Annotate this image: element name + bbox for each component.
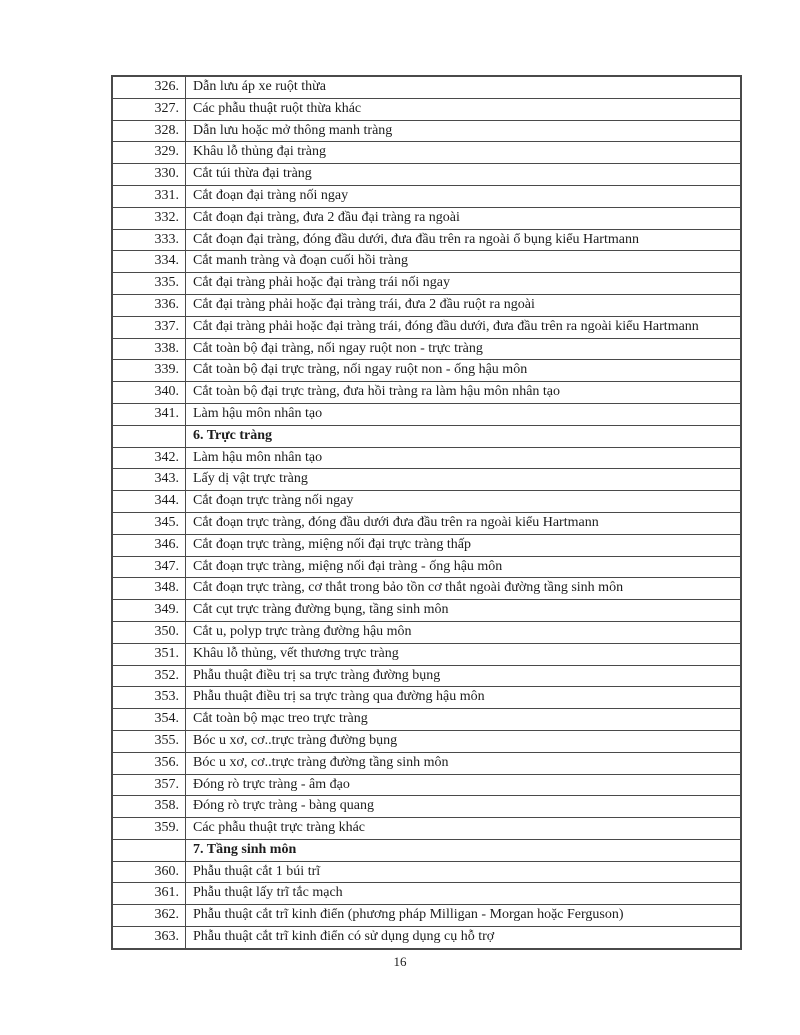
table-row xyxy=(112,229,741,251)
table-row xyxy=(112,665,741,687)
section-header-label: 6. Trực tràng xyxy=(186,425,742,447)
row-number: 339. xyxy=(112,360,186,382)
section-header-label: 7. Tầng sinh môn xyxy=(186,839,742,861)
row-number: 335. xyxy=(112,273,186,295)
procedure-name: Lấy dị vật trực tràng xyxy=(186,469,742,491)
table-row xyxy=(112,818,741,840)
procedure-name: Cắt đại tràng phải hoặc đại tràng trái, đóng đầu dưới, đưa đầu trên ra ngoài kiểu Hartmann xyxy=(186,316,742,338)
procedure-name: Cắt đoạn trực tràng nối ngay xyxy=(186,491,742,513)
procedure-name: Cắt manh tràng và đoạn cuối hồi tràng xyxy=(186,251,742,273)
row-number: 361. xyxy=(112,883,186,905)
row-number: 334. xyxy=(112,251,186,273)
table-row xyxy=(112,883,741,905)
row-number: 348. xyxy=(112,578,186,600)
table-row xyxy=(112,447,741,469)
procedure-name: Phẫu thuật lấy trĩ tắc mạch xyxy=(186,883,742,905)
row-number: 359. xyxy=(112,818,186,840)
table-row xyxy=(112,207,741,229)
table-row xyxy=(112,796,741,818)
row-number: 356. xyxy=(112,752,186,774)
row-number: 338. xyxy=(112,338,186,360)
row-number: 360. xyxy=(112,861,186,883)
procedure-name: Các phẫu thuật trực tràng khác xyxy=(186,818,742,840)
table-row xyxy=(112,578,741,600)
procedure-name: Các phẫu thuật ruột thừa khác xyxy=(186,98,742,120)
procedure-name: Cắt toàn bộ đại tràng, nối ngay ruột non - trực tràng xyxy=(186,338,742,360)
row-number: 351. xyxy=(112,643,186,665)
table-row xyxy=(112,338,741,360)
procedure-name: Cắt u, polyp trực tràng đường hậu môn xyxy=(186,621,742,643)
row-number: 363. xyxy=(112,927,186,949)
row-number: 347. xyxy=(112,556,186,578)
procedure-name: Cắt đoạn đại tràng, đưa 2 đầu đại tràng ra ngoài xyxy=(186,207,742,229)
table-row xyxy=(112,621,741,643)
table-row xyxy=(112,752,741,774)
row-number: 362. xyxy=(112,905,186,927)
procedure-name: Đóng rò trực tràng - âm đạo xyxy=(186,774,742,796)
table-row xyxy=(112,730,741,752)
procedure-name: Phẫu thuật cắt 1 búi trĩ xyxy=(186,861,742,883)
table-row xyxy=(112,120,741,142)
table-row xyxy=(112,600,741,622)
row-number: 341. xyxy=(112,403,186,425)
row-number xyxy=(112,839,186,861)
procedure-name: Phẫu thuật cắt trĩ kinh điển có sử dụng dụng cụ hỗ trợ xyxy=(186,927,742,949)
procedure-name: Cắt đoạn trực tràng, miệng nối đại tràng - ống hậu môn xyxy=(186,556,742,578)
row-number: 328. xyxy=(112,120,186,142)
table-row xyxy=(112,469,741,491)
table-row xyxy=(112,294,741,316)
row-number: 327. xyxy=(112,98,186,120)
row-number: 355. xyxy=(112,730,186,752)
table-row xyxy=(112,687,741,709)
table-row xyxy=(112,251,741,273)
table-row xyxy=(112,316,741,338)
table-row xyxy=(112,185,741,207)
row-number: 332. xyxy=(112,207,186,229)
row-number: 333. xyxy=(112,229,186,251)
row-number: 342. xyxy=(112,447,186,469)
procedure-name: Cắt toàn bộ đại trực tràng, nối ngay ruột non - ống hậu môn xyxy=(186,360,742,382)
row-number: 357. xyxy=(112,774,186,796)
procedure-name: Dẫn lưu hoặc mở thông manh tràng xyxy=(186,120,742,142)
procedure-name: Khâu lỗ thủng, vết thương trực tràng xyxy=(186,643,742,665)
procedure-name: Phẫu thuật điều trị sa trực tràng qua đường hậu môn xyxy=(186,687,742,709)
row-number: 337. xyxy=(112,316,186,338)
table-row xyxy=(112,534,741,556)
table-row xyxy=(112,774,741,796)
procedure-name: Đóng rò trực tràng - bàng quang xyxy=(186,796,742,818)
procedure-table-body xyxy=(112,76,741,949)
procedure-name: Cắt đoạn trực tràng, cơ thắt trong bảo tồn cơ thắt ngoài đường tầng sinh môn xyxy=(186,578,742,600)
procedure-name: Cắt đại tràng phải hoặc đại tràng trái, đưa 2 đầu ruột ra ngoài xyxy=(186,294,742,316)
table-row xyxy=(112,76,741,98)
procedure-name: Cắt túi thừa đại tràng xyxy=(186,164,742,186)
table-row xyxy=(112,273,741,295)
table-row xyxy=(112,905,741,927)
row-number: 349. xyxy=(112,600,186,622)
section-header-row xyxy=(112,425,741,447)
table-row xyxy=(112,709,741,731)
procedure-name: Cắt đoạn trực tràng, miệng nối đại trực tràng thấp xyxy=(186,534,742,556)
table-row xyxy=(112,382,741,404)
row-number: 352. xyxy=(112,665,186,687)
table-row xyxy=(112,360,741,382)
row-number: 350. xyxy=(112,621,186,643)
procedure-name: Làm hậu môn nhân tạo xyxy=(186,447,742,469)
procedure-name: Cắt đoạn đại tràng, đóng đầu dưới, đưa đầu trên ra ngoài ổ bụng kiểu Hartmann xyxy=(186,229,742,251)
table-row xyxy=(112,556,741,578)
row-number: 344. xyxy=(112,491,186,513)
row-number: 345. xyxy=(112,512,186,534)
table-row xyxy=(112,861,741,883)
table-row xyxy=(112,164,741,186)
row-number: 346. xyxy=(112,534,186,556)
row-number: 329. xyxy=(112,142,186,164)
procedure-table xyxy=(111,75,742,950)
procedure-name: Cắt toàn bộ mạc treo trực tràng xyxy=(186,709,742,731)
page-number: 16 xyxy=(393,954,407,969)
procedure-name: Làm hậu môn nhân tạo xyxy=(186,403,742,425)
row-number: 340. xyxy=(112,382,186,404)
row-number: 326. xyxy=(112,76,186,98)
row-number: 330. xyxy=(112,164,186,186)
table-row xyxy=(112,643,741,665)
row-number: 354. xyxy=(112,709,186,731)
table-row xyxy=(112,491,741,513)
procedure-name: Bóc u xơ, cơ..trực tràng đường tầng sinh môn xyxy=(186,752,742,774)
row-number: 331. xyxy=(112,185,186,207)
table-row xyxy=(112,927,741,949)
row-number: 358. xyxy=(112,796,186,818)
procedure-name: Phẫu thuật điều trị sa trực tràng đường bụng xyxy=(186,665,742,687)
procedure-name: Cắt đại tràng phải hoặc đại tràng trái nối ngay xyxy=(186,273,742,295)
row-number xyxy=(112,425,186,447)
procedure-name: Cắt toàn bộ đại trực tràng, đưa hồi tràng ra làm hậu môn nhân tạo xyxy=(186,382,742,404)
row-number: 336. xyxy=(112,294,186,316)
row-number: 343. xyxy=(112,469,186,491)
table-row xyxy=(112,403,741,425)
procedure-name: Phẫu thuật cắt trĩ kinh điển (phương pháp Milligan - Morgan hoặc Ferguson) xyxy=(186,905,742,927)
procedure-name: Khâu lỗ thủng đại tràng xyxy=(186,142,742,164)
section-header-row xyxy=(112,839,741,861)
procedure-name: Bóc u xơ, cơ..trực tràng đường bụng xyxy=(186,730,742,752)
table-row xyxy=(112,142,741,164)
procedure-name: Dẫn lưu áp xe ruột thừa xyxy=(186,76,742,98)
table-row xyxy=(112,512,741,534)
procedure-name: Cắt cụt trực tràng đường bụng, tầng sinh môn xyxy=(186,600,742,622)
procedure-name: Cắt đoạn đại tràng nối ngay xyxy=(186,185,742,207)
table-row xyxy=(112,98,741,120)
row-number: 353. xyxy=(112,687,186,709)
procedure-name: Cắt đoạn trực tràng, đóng đầu dưới đưa đầu trên ra ngoài kiểu Hartmann xyxy=(186,512,742,534)
